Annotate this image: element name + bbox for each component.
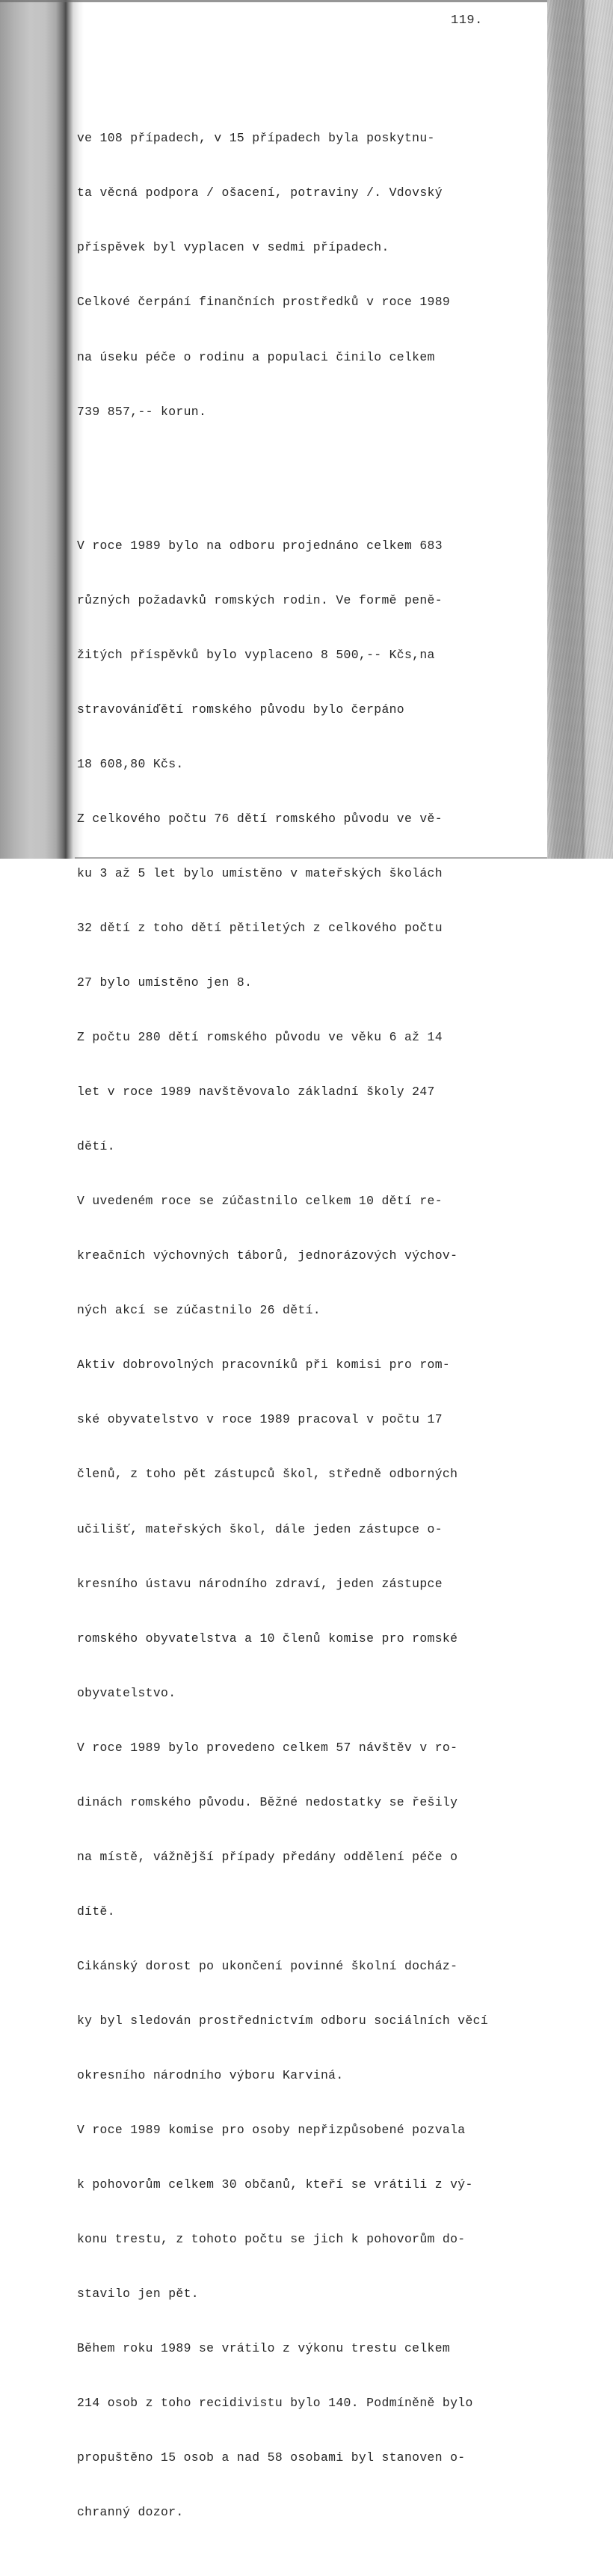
page-binding-shadow [0,0,84,859]
text-line: stravováníďětí romského původu bylo čerpáno [77,702,404,717]
text-line: Z počtu 280 dětí romského původu ve věku 6 až 14 [77,1030,443,1045]
text-line: příspěvek byl vyplacen v sedmi případech. [77,240,389,255]
text-line: různých požadavků romských rodin. Ve formě peně- [77,592,443,607]
text-line: V roce 1989 bylo provedeno celkem 57 návštěv v ro- [77,1740,458,1755]
text-line: stavilo jen pět. [77,2286,199,2301]
text-line: kreačních výchovných táborů, jednorázových výchov- [77,1248,458,1263]
text-line: V roce 1989 bylo na odboru projednáno celkem 683 [77,538,443,553]
text-line: romského obyvatelstva a 10 členů komise pro romské [77,1631,458,1646]
text-line: učilišť, mateřských škol, dále jeden zástupce o- [77,1521,443,1536]
text-line: ve 108 případech, v 15 případech byla poskytnu- [77,131,435,146]
text-line: 32 dětí z toho dětí pětiletých z celkového počtu [77,921,443,936]
text-line: 27 bylo umístěno jen 8. [77,975,253,990]
text-line: žitých příspěvků bylo vyplaceno 8 500,-- Kčs,na [77,648,435,662]
text-line: chranný dozor. [77,2505,184,2520]
text-line: ta věcná podpora / ošacení, potraviny /. Vdovský [77,185,443,200]
text-line: dítě. [77,1904,115,1919]
text-line: na úseku péče o rodinu a populaci činilo celkem [77,349,435,364]
page-number: 119. [451,13,483,28]
text-line: konu trestu, z tohoto počtu se jich k pohovorům do- [77,2231,466,2246]
text-line: V uvedeném roce se zúčastnilo celkem 10 dětí re- [77,1194,443,1209]
text-line: Aktiv dobrovolných pracovníků při komisi pro rom- [77,1358,451,1373]
text-line: Během roku 1989 se vrátilo z výkonu trestu celkem [77,2340,451,2355]
text-line: dětí. [77,1139,115,1154]
text-line: 214 osob z toho recidivistu bylo 140. Podmíněně bylo [77,2396,473,2410]
text-line: 739 857,-- korun. [77,404,207,419]
text-line: obyvatelstvo. [77,1685,176,1700]
text-line: na místě, vážnější případy předány oddělení péče o [77,1849,458,1864]
typewritten-text-body [77,57,496,2576]
text-line: ské obyvatelstvo v roce 1989 pracoval v počtu 17 [77,1412,443,1427]
text-line: k pohovorům celkem 30 občanů, kteří se vrátili z vý- [77,2177,473,2192]
scan-right-edge-strip [547,0,613,859]
text-line: kresního ústavu národního zdraví, jeden zástupce [77,1576,443,1591]
text-line: členů, z toho pět zástupců škol, středně odborných [77,1467,458,1482]
text-line: dinách romského původu. Běžné nedostatky se řešily [77,1794,458,1809]
text-line: V roce 1989 komise pro osoby nepřizpůsobené pozvala [77,2122,466,2137]
text-line: Celkové čerpání finančních prostředků v roce 1989 [77,295,451,310]
text-line: let v roce 1989 navštěvovalo základní školy 247 [77,1085,435,1100]
paragraph-2 [77,494,496,2558]
text-line: propuštěno 15 osob a nad 58 osobami byl stanoven o- [77,2450,466,2465]
text-line: ky byl sledován prostřednictvím odboru sociálních věcí [77,2013,489,2028]
scan-top-edge [0,0,613,2]
text-line: Cikánský dorost po ukončení povinné školní docház- [77,1958,458,1973]
text-line: ných akcí se zúčastnilo 26 dětí. [77,1303,321,1318]
text-line: Z celkového počtu 76 dětí romského původu ve vě- [77,812,443,827]
text-line: 18 608,80 Kčs. [77,757,184,772]
text-line: okresního národního výboru Karviná. [77,2067,344,2082]
paragraph-1 [77,93,496,458]
text-line: ku 3 až 5 let bylo umístěno v mateřských školách [77,866,443,881]
